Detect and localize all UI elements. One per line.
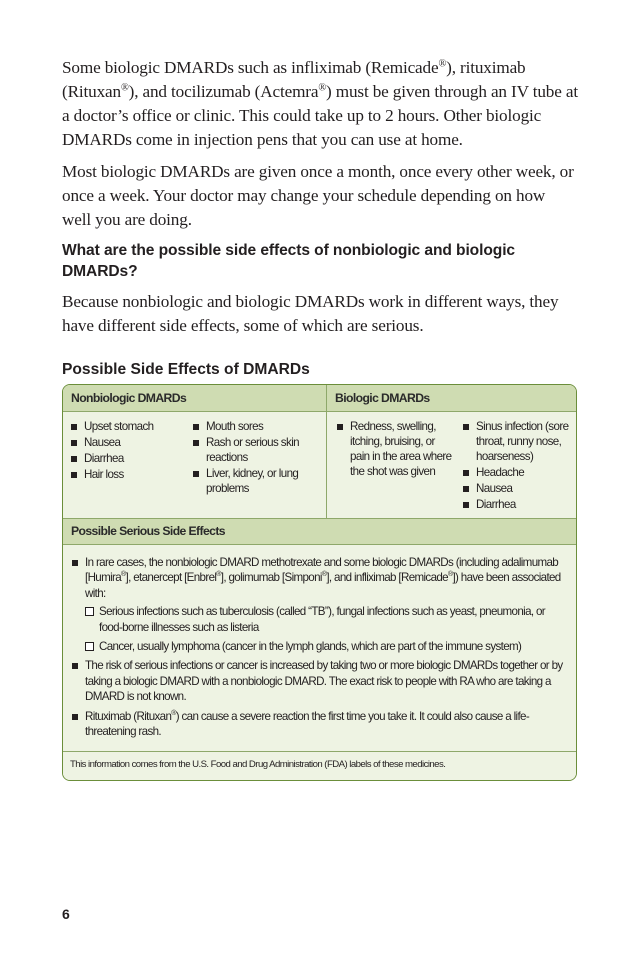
serious-sub-1: Serious infections such as tuberculosis (called “TB”), fungal infections such as yeast, pneumonia, or food-borne illnesses such as listeria (99, 605, 546, 634)
page-content (62, 56, 578, 781)
biologic-list-1 (327, 419, 454, 518)
biologic-cell (327, 412, 574, 518)
header-nonbiologic: Nonbiologic DMARDs (63, 385, 327, 411)
serious-item-3: Rituximab (Rituxan®) can cause a severe reaction the first time you take it. It could also cause a life-threatening rash. (85, 709, 530, 739)
checkbox-icon (85, 607, 94, 616)
list-item (71, 555, 564, 654)
paragraph-answer: Because nonbiologic and biologic DMARDs work in different ways, they have different side effects, some of which are serious. (62, 292, 559, 335)
list-item: Rash or serious skin reactions (192, 435, 320, 465)
biologic-list-2 (454, 419, 574, 518)
list-item: Redness, swelling, itching, bruising, or pain in the area where the shot was given (336, 419, 454, 479)
common-side-effects-row (63, 412, 576, 519)
table-header-row (63, 385, 576, 412)
page-number: 6 (62, 906, 70, 922)
table-title: Possible Side Effects of DMARDs (62, 361, 310, 378)
side-effects-table (62, 384, 577, 781)
list-item: Mouth sores (192, 419, 320, 434)
list-item (71, 709, 564, 740)
list-item: Sinus infection (sore throat, runny nose, hoarseness) (462, 419, 574, 464)
table-footnote: This information comes from the U.S. Food and Drug Administration (FDA) labels of these medicines. (63, 752, 576, 780)
list-item: Liver, kidney, or lung problems (192, 466, 320, 496)
checkbox-icon (85, 642, 94, 651)
serious-effects-body (63, 545, 576, 752)
serious-item-2: The risk of serious infections or cancer is increased by taking two or more biologic DMARDs together or by taking a biologic DMARD with a nonbiologic DMARD. The exact risk to people with RA who are taking a DMARD is not known. (85, 659, 563, 704)
list-item: Hair loss (70, 467, 187, 482)
nonbiologic-cell (63, 412, 327, 518)
list-item: Nausea (462, 481, 574, 496)
list-item: Upset stomach (70, 419, 187, 434)
nonbiologic-list-1 (63, 419, 187, 518)
nonbiologic-list-2 (187, 419, 320, 518)
list-item (85, 639, 564, 654)
section-question: What are the possible side effects of nonbiologic and biologic DMARDs? (62, 242, 515, 280)
paragraph-schedule: Most biologic DMARDs are given once a month, once every other week, or once a week. Your doctor may change your schedule depending on how well you are doing. (62, 162, 574, 229)
header-biologic: Biologic DMARDs (335, 391, 430, 405)
list-item: Nausea (70, 435, 187, 450)
list-item: Diarrhea (70, 451, 187, 466)
list-item: Diarrhea (462, 497, 574, 512)
paragraph-iv-infusion: Some biologic DMARDs such as infliximab (Remicade®), rituximab (Rituxan®), and tocilizumab (Actemra®) must be given through an IV tube at a doctor’s office or clinic. This could take up to 2 hours. Other biologic DMARDs come in injection pens that you can use at home. (62, 58, 578, 149)
list-item (85, 604, 564, 635)
serious-effects-header: Possible Serious Side Effects (63, 519, 576, 545)
serious-item-1: In rare cases, the nonbiologic DMARD methotrexate and some biologic DMARDs (including adalimumab [Humira®], etanercept [Enbrel®], golimumab [Simponi®], and infliximab [Remicade®]) have been associated with: (85, 556, 561, 600)
serious-sub-2: Cancer, usually lymphoma (cancer in the lymph glands, which are part of the immune system) (99, 640, 522, 654)
list-item: Headache (462, 465, 574, 480)
list-item (71, 658, 564, 704)
